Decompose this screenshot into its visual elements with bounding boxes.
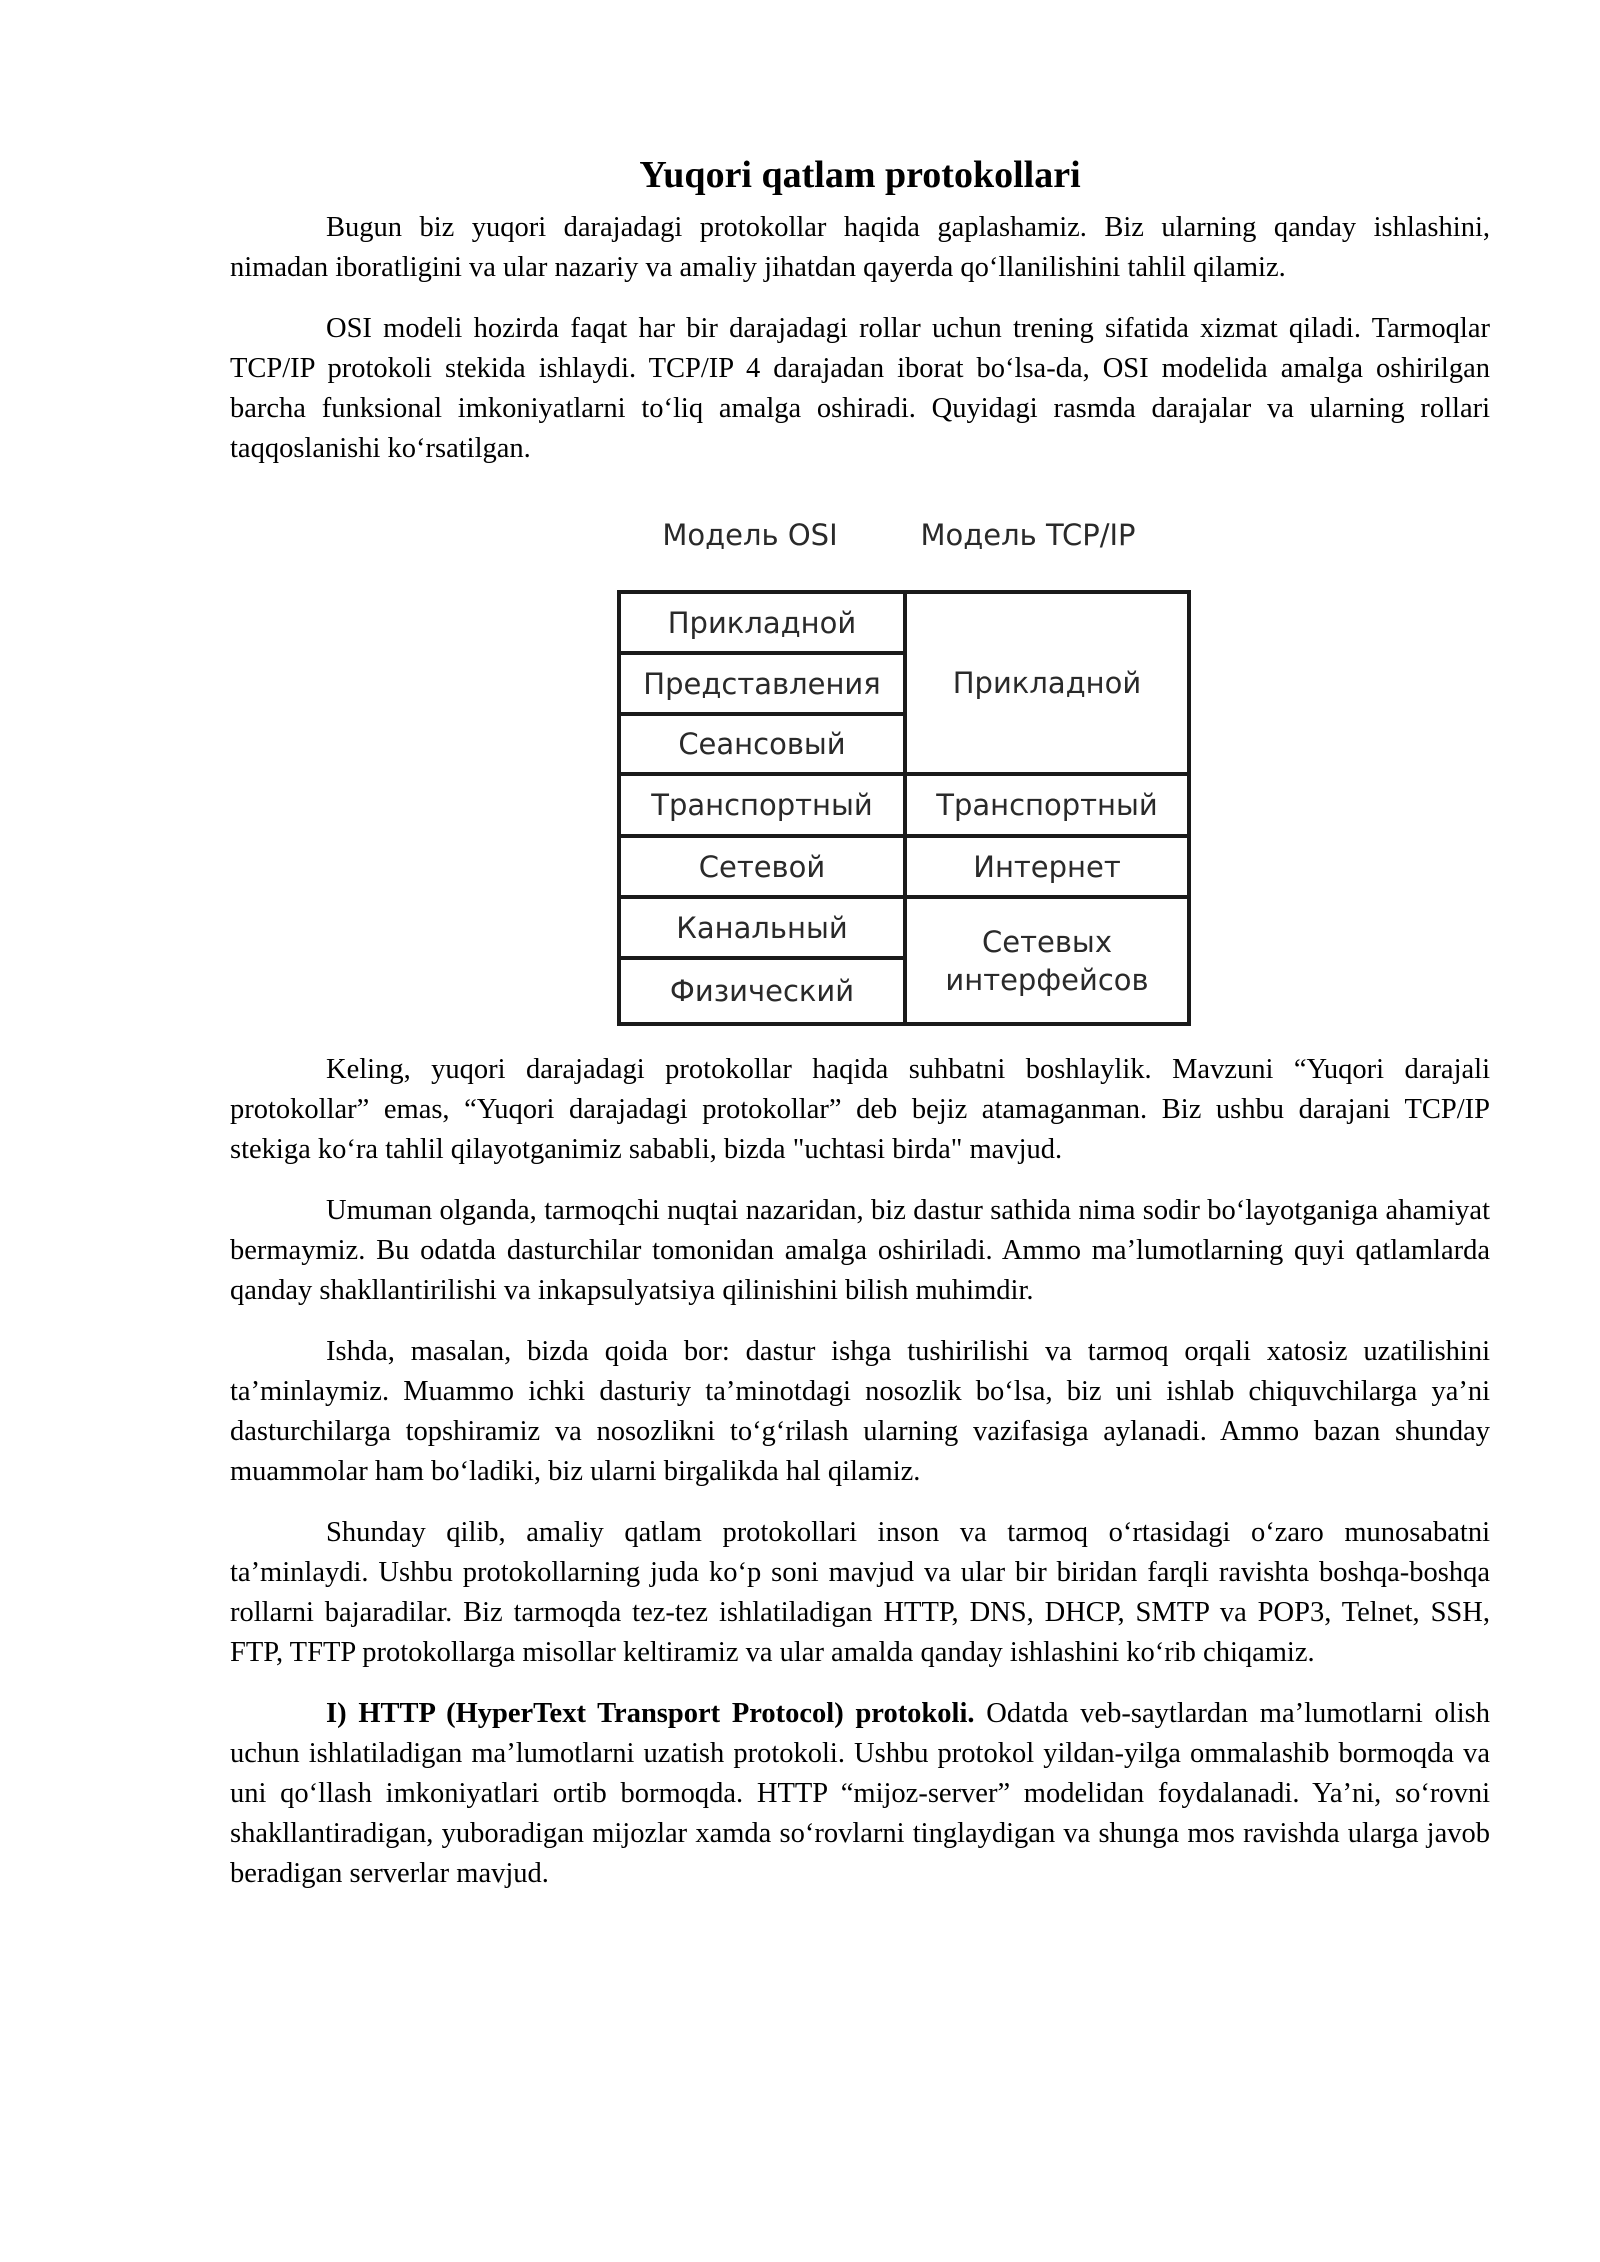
osi-layer-application: Прикладной	[667, 605, 857, 640]
osi-layer-datalink: Канальный	[676, 910, 848, 945]
osi-layer-session: Сеансовый	[678, 727, 846, 761]
tcp-layer-application: Прикладной	[952, 666, 1142, 700]
intro-paragraph: Bugun biz yuqori darajadagi protokollar haqida gaplashamiz. Biz ularning qanday ishlashini, nimadan iboratligini va ular nazariy va amaliy jihatdan qayerda qo‘llanilishini tahlil qilamiz.	[230, 212, 1490, 283]
tcp-layer-internet: Интернет	[973, 849, 1121, 884]
tcpip-model-heading: Модель TCP/IP	[920, 518, 1136, 552]
osi-layer-presentation: Представления	[643, 666, 881, 701]
document-title: Yuqori qatlam protokollari	[639, 154, 1081, 196]
body-paragraph: Umuman olganda, tarmoqchi nuqtai nazaridan, biz dastur sathida nima sodir bo‘layotganiga ahamiyat bermaymiz. Bu odatda dasturchilar tomonidan amalga oshiriladi. Ammo ma’lumotlarning quyi qatlamlarda qanday shakllantirilishi va inkapsulyatsiya qilinishini bilish muhimdir.	[230, 1195, 1490, 1306]
body-paragraph: Ishda, masalan, bizda qoida bor: dastur ishga tushirilishi va tarmoq orqali xatosiz uzatilishini ta’minlaymiz. Muammo ichki dasturiy ta’minotdagi nosozlik bo‘lsa, biz uni ishlab chiquvchilarga ya’ni dasturchilarga topshiramiz va nosozlikni to‘g‘rilash ularning vazifasiga aylanadi. Ammo bazan shunday muammolar ham bo‘ladiki, biz ularni birgalikda hal qilamiz.	[230, 1336, 1490, 1487]
body-paragraph: Keling, yuqori darajadagi protokollar haqida suhbatni boshlaylik. Mavzuni “Yuqori darajali protokollar” emas, “Yuqori darajadagi protokollar” deb bejiz atamaganman. Biz ushbu darajani TCP/IP stekiga ko‘ra tahlil qilayotganimiz sababli, bizda "uchtasi birda" mavjud.	[230, 1054, 1490, 1165]
osi-layer-physical: Физический	[669, 974, 855, 1008]
http-description: Odatda veb-saytlardan ma’lumotlarni olish uchun ishlatiladigan ma’lumotlarni uzatish protokoli. Ushbu protokol yildan-yilga ommalashib bormoqda va uni qo‘llash imkoniyatlari ortib bormoqda. HTTP “mijoz-server” modelidan foydalanadi. Ya’ni, so‘rovni shakllantiradigan, yuboradigan mijozlar xamda so‘rovlarni tinglaydigan va shunga mos ravishda ularga javob beradigan serverlar mavjud.	[230, 1698, 1490, 1889]
osi-tcpip-comparison-figure	[230, 490, 1490, 1030]
osi-layer-transport: Транспортный	[651, 788, 873, 822]
osi-paragraph: OSI modeli hozirda faqat har bir darajadagi rollar uchun trening sifatida xizmat qiladi. Tarmoqlar TCP/IP protokoli stekida ishlaydi. TCP/IP 4 darajadan iborat bo‘lsa-da, OSI modelida amalga oshirilgan barcha funksional imkoniyatlarni to‘liq amalga oshiradi. Quyidagi rasmda darajalar va ularning rollari taqqoslanishi ko‘rsatilgan.	[230, 313, 1490, 464]
layer-comparison-table	[617, 590, 1191, 1026]
tcp-layer-network-interface: Сетевых интерфейсов	[945, 924, 1149, 997]
body-paragraph: Shunday qilib, amaliy qatlam protokollari inson va tarmoq o‘rtasidagi o‘zaro munosabatni ta’minlaydi. Ushbu protokollarning juda ko‘p soni mavjud va ular bir biridan farqli ravishta boshqa-boshqa rollarni bajaradilar. Biz tarmoqda tez-tez ishlatiladigan HTTP, DNS, DHCP, SMTP va POP3, Telnet, SSH, FTP, TFTP protokollarga misollar keltiramiz va ular amalda qanday ishlashini ko‘rib chiqamiz.	[230, 1517, 1490, 1668]
http-heading: I) HTTP (HyperText Transport Protocol) protokoli.	[326, 1698, 975, 1729]
osi-model-heading: Модель OSI	[662, 518, 838, 552]
tcp-layer-transport: Транспортный	[936, 788, 1158, 822]
osi-layer-network: Сетевой	[698, 849, 826, 884]
http-paragraph	[230, 1694, 1490, 1894]
document-body	[230, 150, 1490, 1915]
